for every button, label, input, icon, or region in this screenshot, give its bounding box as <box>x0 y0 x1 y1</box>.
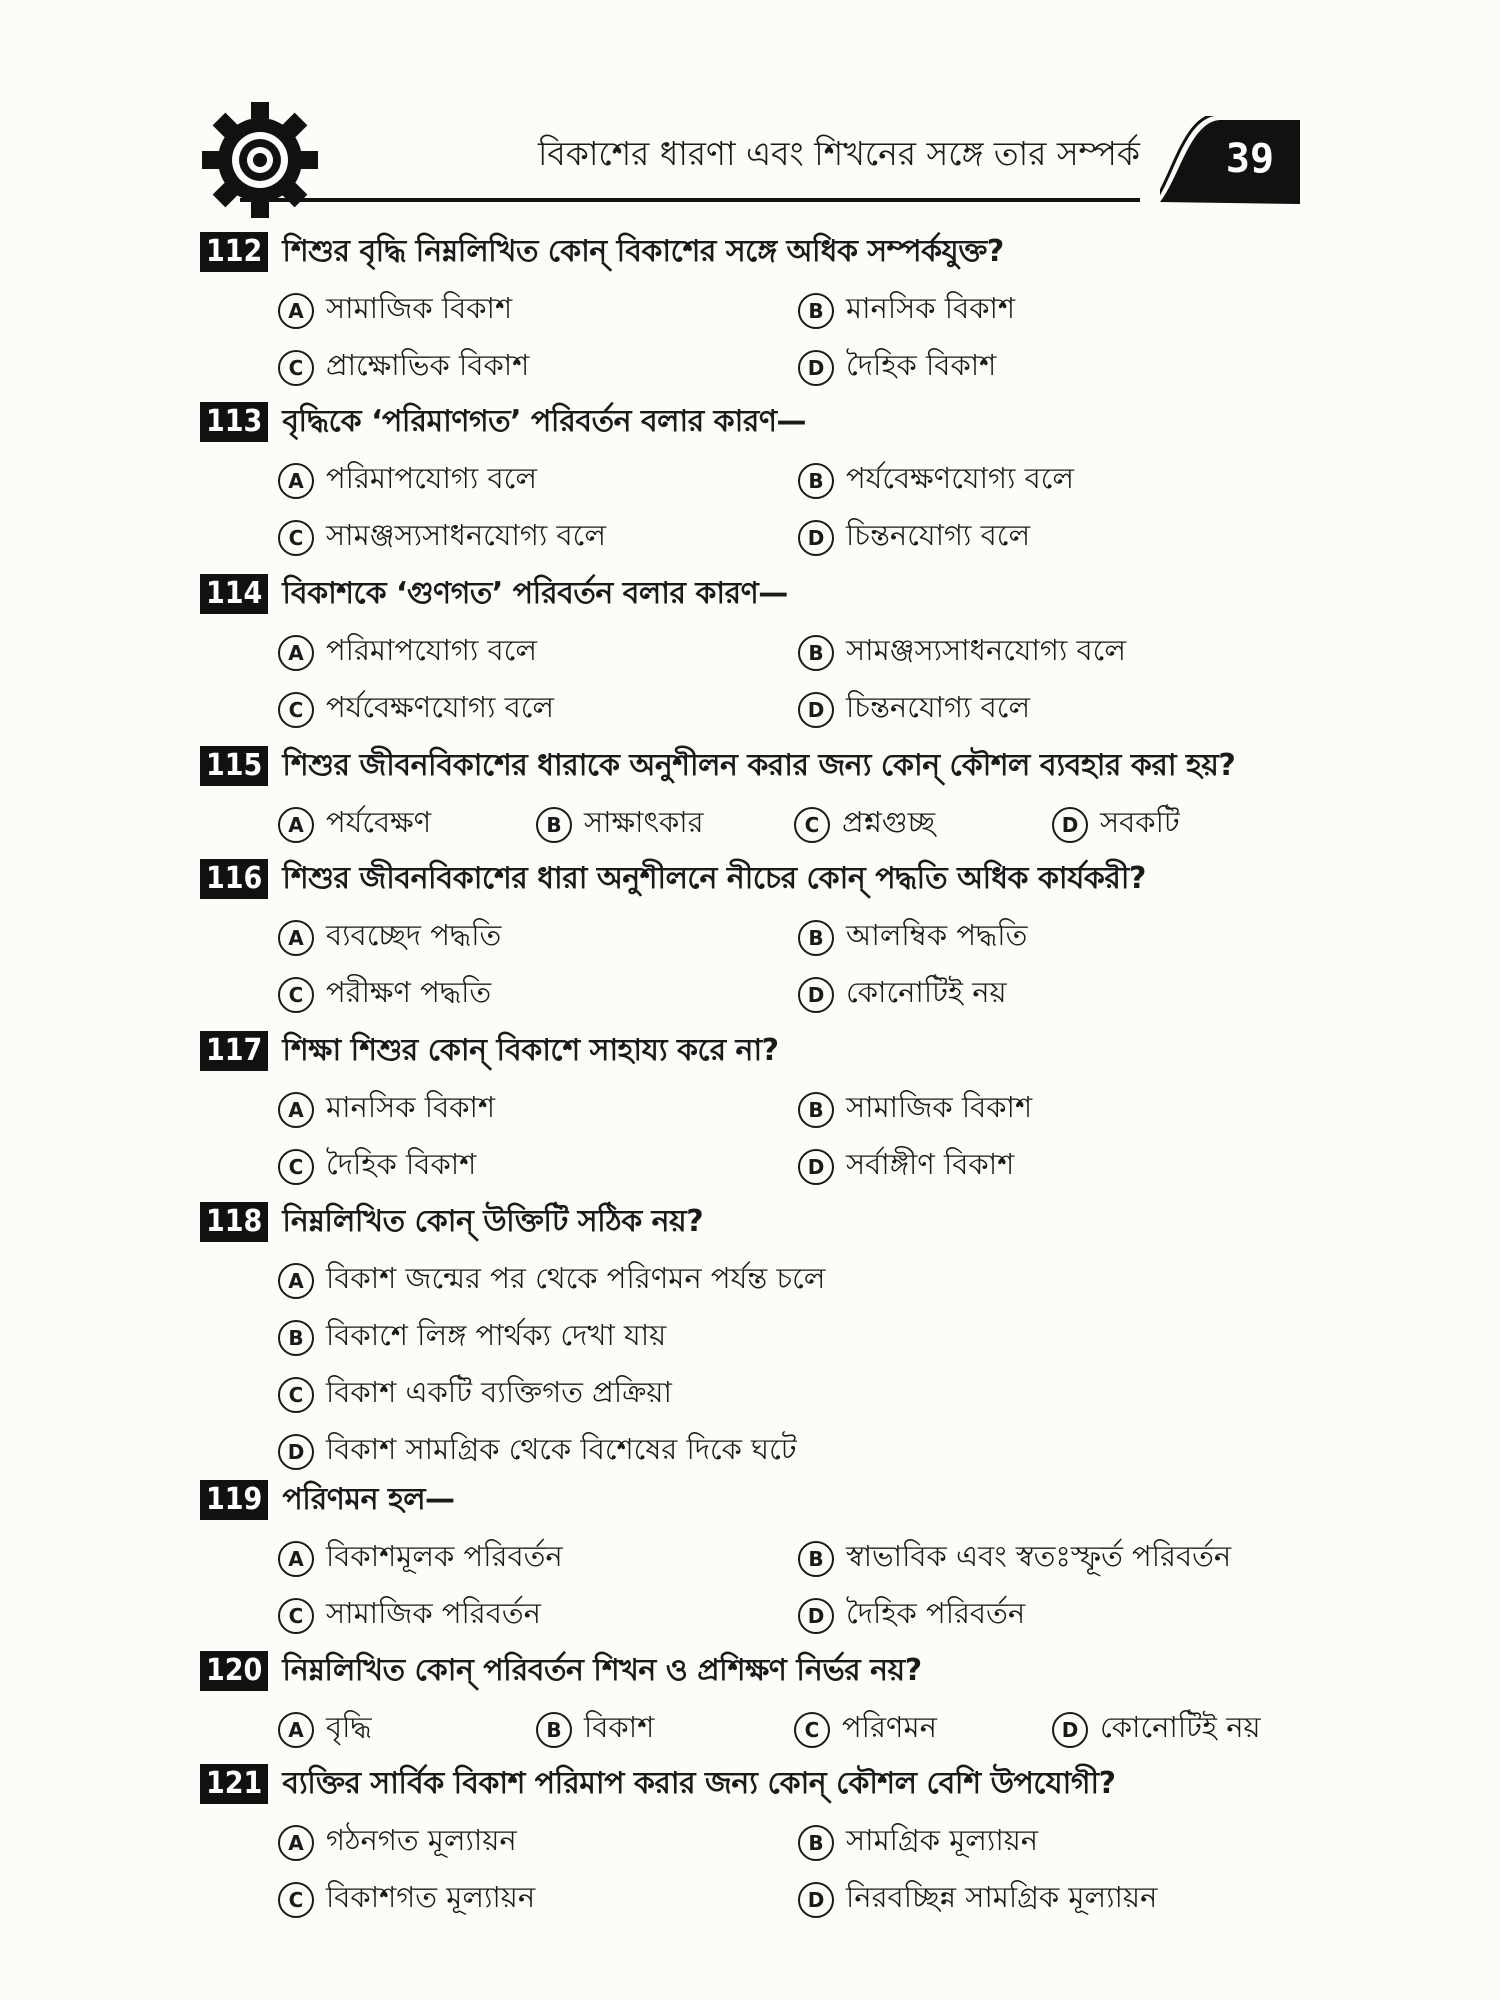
option-text: প্রশ্নগুচ্ছ <box>842 805 936 839</box>
option-text: পরিমাপযোগ্য বলে <box>326 633 537 667</box>
option-letter-badge: A <box>278 1263 314 1299</box>
option-b <box>536 1705 654 1754</box>
question-112 <box>200 228 1300 382</box>
option-text: সামঞ্জস্যসাধনযোগ্য বলে <box>846 633 1126 667</box>
option-c <box>278 685 554 734</box>
question-header <box>200 398 1300 446</box>
option-text: সর্বাঙ্গীণ বিকাশ <box>846 1147 1015 1181</box>
option-letter-badge: D <box>1052 1712 1088 1748</box>
option-text: দৈহিক বিকাশ <box>326 1147 477 1181</box>
question-header <box>200 855 1300 903</box>
question-header <box>200 1647 1300 1695</box>
option-d <box>1052 1705 1261 1754</box>
option-b <box>798 1085 1032 1134</box>
question-number: 116 <box>200 859 268 899</box>
option-text: সামাজিক বিকাশ <box>326 291 513 325</box>
option-text: কোনোটিই নয় <box>846 975 1007 1009</box>
question-text: ব্যক্তির সার্বিক বিকাশ পরিমাপ করার জন্য কোন্ কৌশল বেশি উপযোগী? <box>282 1765 1116 1801</box>
option-letter-badge: B <box>798 1092 834 1128</box>
question-header <box>200 1760 1300 1808</box>
option-c <box>278 1875 535 1924</box>
option-b <box>798 628 1126 677</box>
option-c <box>794 1705 937 1754</box>
question-header <box>200 1027 1300 1075</box>
question-text: শিক্ষা শিশুর কোন্ বিকাশে সাহায্য করে না? <box>282 1032 779 1068</box>
option-d <box>278 1427 797 1476</box>
option-c <box>278 1370 672 1419</box>
option-letter-badge: D <box>278 1434 314 1470</box>
option-letter-badge: C <box>278 692 314 728</box>
option-d <box>798 343 996 392</box>
option-b <box>798 456 1074 505</box>
option-text: নিরবচ্ছিন্ন সামগ্রিক মূল্যায়ন <box>846 1880 1158 1914</box>
option-letter-badge: C <box>278 520 314 556</box>
option-text: পরীক্ষণ পদ্ধতি <box>326 975 492 1009</box>
question-116 <box>200 855 1300 1009</box>
page-number: 39 <box>1225 136 1275 182</box>
option-c <box>278 1142 476 1191</box>
question-text: শিশুর জীবনবিকাশের ধারা অনুশীলনে নীচের কোন্ পদ্ধতি অধিক কার্যকরী? <box>282 860 1146 896</box>
option-letter-badge: D <box>798 692 834 728</box>
question-header <box>200 1476 1300 1524</box>
option-d <box>798 1875 1157 1924</box>
option-c <box>278 1591 541 1640</box>
option-text: কোনোটিই নয় <box>1100 1710 1261 1744</box>
option-text: পরিণমন <box>842 1710 937 1744</box>
option-letter-badge: B <box>798 293 834 329</box>
option-letter-badge: B <box>798 1825 834 1861</box>
option-letter-badge: A <box>278 635 314 671</box>
option-text: চিন্তনযোগ্য বলে <box>846 690 1031 724</box>
option-d <box>798 685 1030 734</box>
option-c <box>278 970 491 1019</box>
option-letter-badge: C <box>278 1149 314 1185</box>
question-header <box>200 742 1300 790</box>
option-a <box>278 628 537 677</box>
option-letter-badge: A <box>278 293 314 329</box>
question-header <box>200 1198 1300 1246</box>
option-text: আলম্বিক পদ্ধতি <box>846 918 1028 952</box>
option-letter-badge: C <box>278 1598 314 1634</box>
option-b <box>798 1534 1231 1583</box>
option-text: বিকাশমূলক পরিবর্তন <box>326 1539 563 1573</box>
option-letter-badge: B <box>798 463 834 499</box>
option-letter-badge: A <box>278 1541 314 1577</box>
question-text: পরিণমন হল— <box>282 1481 455 1517</box>
option-text: মানসিক বিকাশ <box>326 1090 496 1124</box>
question-number: 112 <box>200 232 268 272</box>
option-text: বিকাশগত মূল্যায়ন <box>326 1880 536 1914</box>
question-header <box>200 228 1300 276</box>
option-b <box>798 286 1015 335</box>
option-c <box>794 800 935 849</box>
question-text: বৃদ্ধিকে ‘পরিমাণগত’ পরিবর্তন বলার কারণ— <box>282 403 807 439</box>
option-b <box>798 913 1027 962</box>
option-letter-badge: A <box>278 1825 314 1861</box>
question-number: 114 <box>200 574 268 614</box>
option-text: প্রাক্ষোভিক বিকাশ <box>326 348 530 382</box>
option-b <box>536 800 704 849</box>
option-text: সাক্ষাৎকার <box>584 805 704 839</box>
question-113 <box>200 398 1300 552</box>
option-letter-badge: B <box>536 1712 572 1748</box>
question-text: শিশুর জীবনবিকাশের ধারাকে অনুশীলন করার জন্য কোন্ কৌশল ব্যবহার করা হয়? <box>282 747 1236 783</box>
question-118 <box>200 1198 1300 1466</box>
option-letter-badge: D <box>1052 807 1088 843</box>
option-text: ব্যবচ্ছেদ পদ্ধতি <box>326 918 502 952</box>
option-text: গঠনগত মূল্যায়ন <box>326 1823 517 1857</box>
question-number: 120 <box>200 1651 268 1691</box>
question-number: 115 <box>200 746 268 786</box>
option-text: দৈহিক পরিবর্তন <box>846 1596 1026 1630</box>
question-121 <box>200 1760 1300 1914</box>
option-text: পর্যবেক্ষণযোগ্য বলে <box>326 690 555 724</box>
question-number: 119 <box>200 1480 268 1520</box>
option-letter-badge: D <box>798 977 834 1013</box>
option-text: সামঞ্জস্যসাধনযোগ্য বলে <box>326 518 606 552</box>
question-text: নিম্নলিখিত কোন্ পরিবর্তন শিখন ও প্রশিক্ষণ নির্ভর নয়? <box>282 1652 922 1688</box>
option-b <box>278 1313 666 1362</box>
running-title: বিকাশের ধারণা এবং শিখনের সঙ্গে তার সম্পর্ক <box>537 134 1140 173</box>
option-text: বিকাশে লিঙ্গ পার্থক্য দেখা যায় <box>326 1318 667 1352</box>
header-rule <box>240 186 1300 210</box>
option-text: বৃদ্ধি <box>326 1710 372 1744</box>
question-number: 117 <box>200 1031 268 1071</box>
option-letter-badge: C <box>794 807 830 843</box>
option-letter-badge: A <box>278 463 314 499</box>
option-text: পরিমাপযোগ্য বলে <box>326 461 537 495</box>
option-letter-badge: B <box>536 807 572 843</box>
option-letter-badge: A <box>278 1092 314 1128</box>
option-text: স্বাভাবিক এবং স্বতঃস্ফূর্ত পরিবর্তন <box>846 1539 1232 1573</box>
option-text: সামাজিক বিকাশ <box>846 1090 1033 1124</box>
option-a <box>278 1534 563 1583</box>
option-d <box>798 513 1030 562</box>
question-115 <box>200 742 1300 839</box>
option-letter-badge: D <box>798 520 834 556</box>
option-c <box>278 513 606 562</box>
question-text: বিকাশকে ‘গুণগত’ পরিবর্তন বলার কারণ— <box>282 575 788 611</box>
question-119 <box>200 1476 1300 1630</box>
question-number: 121 <box>200 1764 268 1804</box>
question-text: শিশুর বৃদ্ধি নিম্নলিখিত কোন্ বিকাশের সঙ্গে অধিক সম্পর্কযুক্ত? <box>282 233 1004 269</box>
option-text: সামাজিক পরিবর্তন <box>326 1596 541 1630</box>
option-a <box>278 913 501 962</box>
option-a <box>278 800 431 849</box>
option-letter-badge: A <box>278 807 314 843</box>
option-text: বিকাশ সামগ্রিক থেকে বিশেষের দিকে ঘটে <box>326 1432 797 1466</box>
question-114 <box>200 570 1300 724</box>
option-text: পর্যবেক্ষণযোগ্য বলে <box>846 461 1075 495</box>
option-letter-badge: C <box>278 1377 314 1413</box>
option-letter-badge: B <box>798 920 834 956</box>
option-b <box>798 1818 1038 1867</box>
option-text: পর্যবেক্ষণ <box>326 805 432 839</box>
option-text: বিকাশ জন্মের পর থেকে পরিণমন পর্যন্ত চলে <box>326 1261 826 1295</box>
option-a <box>278 286 512 335</box>
option-a <box>278 1085 495 1134</box>
option-d <box>1052 800 1180 849</box>
option-a <box>278 456 537 505</box>
option-c <box>278 343 529 392</box>
option-letter-badge: A <box>278 920 314 956</box>
option-text: চিন্তনযোগ্য বলে <box>846 518 1031 552</box>
option-letter-badge: D <box>798 1882 834 1918</box>
option-a <box>278 1705 372 1754</box>
option-text: মানসিক বিকাশ <box>846 291 1016 325</box>
option-letter-badge: C <box>278 1882 314 1918</box>
option-letter-badge: B <box>798 1541 834 1577</box>
option-d <box>798 970 1007 1019</box>
question-number: 118 <box>200 1202 268 1242</box>
question-number: 113 <box>200 402 268 442</box>
option-text: দৈহিক বিকাশ <box>846 348 997 382</box>
option-letter-badge: C <box>794 1712 830 1748</box>
question-120 <box>200 1647 1300 1744</box>
option-d <box>798 1142 1014 1191</box>
option-text: সামগ্রিক মূল্যায়ন <box>846 1823 1039 1857</box>
option-letter-badge: B <box>278 1320 314 1356</box>
option-letter-badge: D <box>798 350 834 386</box>
option-a <box>278 1818 517 1867</box>
option-a <box>278 1256 825 1305</box>
question-header <box>200 570 1300 618</box>
option-text: সবকটি <box>1100 805 1180 839</box>
question-117 <box>200 1027 1300 1181</box>
option-letter-badge: A <box>278 1712 314 1748</box>
option-d <box>798 1591 1025 1640</box>
option-letter-badge: B <box>798 635 834 671</box>
option-letter-badge: C <box>278 977 314 1013</box>
question-text: নিম্নলিখিত কোন্ উক্তিটি সঠিক নয়? <box>282 1203 704 1239</box>
option-text: বিকাশ <box>584 1710 655 1744</box>
option-letter-badge: D <box>798 1598 834 1634</box>
option-letter-badge: D <box>798 1149 834 1185</box>
option-text: বিকাশ একটি ব্যক্তিগত প্রক্রিয়া <box>326 1375 672 1409</box>
option-letter-badge: C <box>278 350 314 386</box>
